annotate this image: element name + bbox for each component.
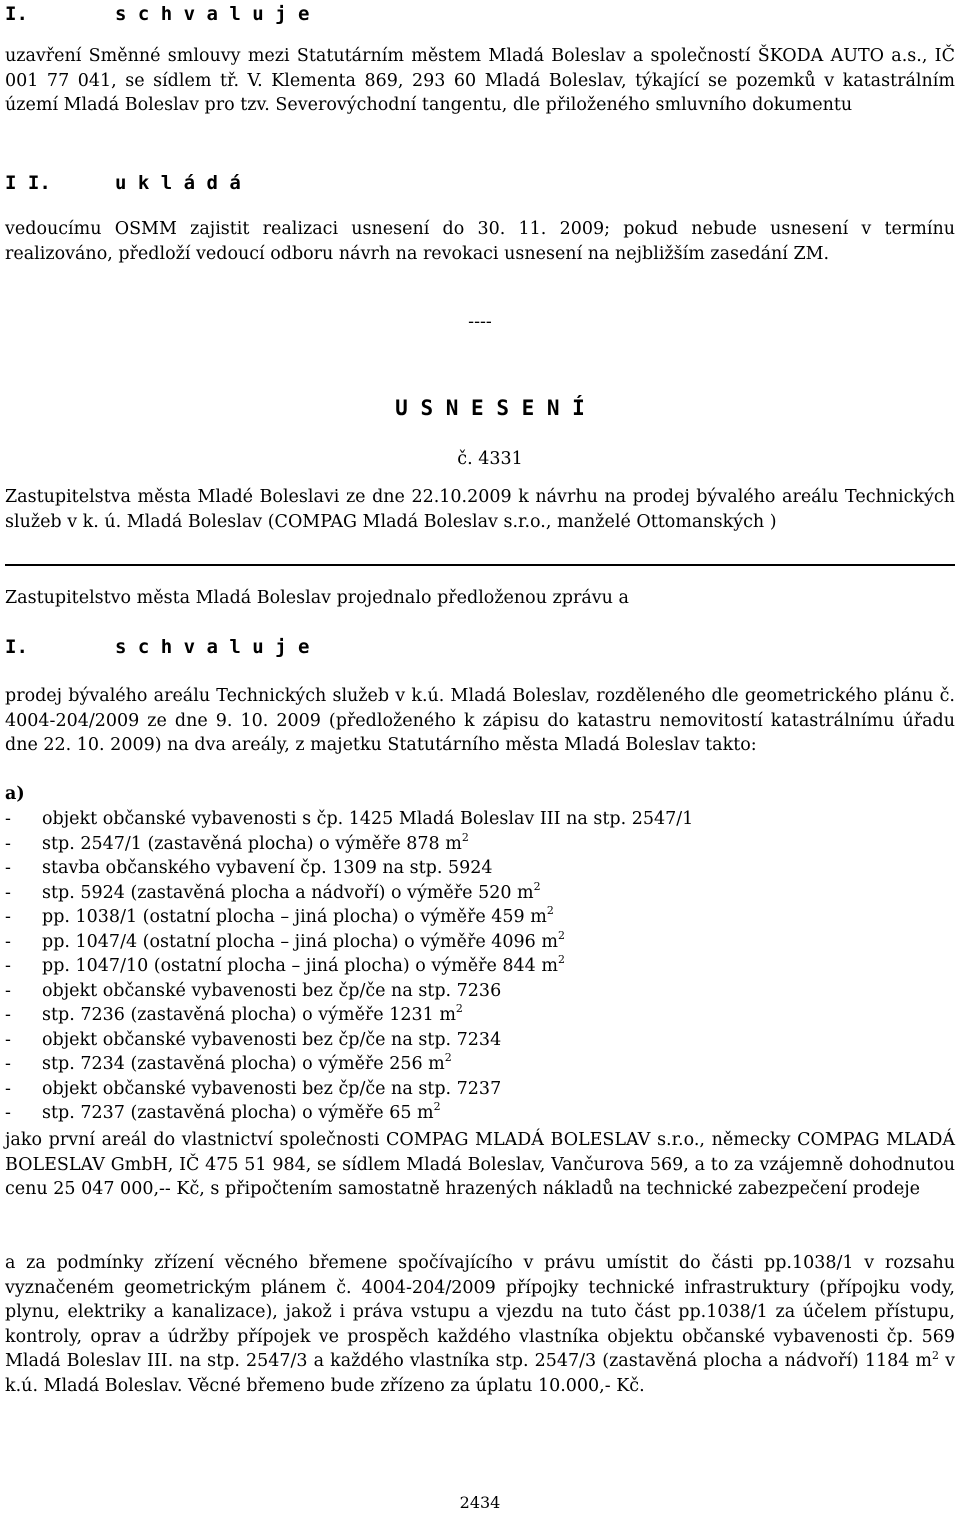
list-item-text: objekt občanské vybavenosti bez čp/če na stp. 7234 — [42, 1029, 502, 1050]
list-label: a) — [5, 784, 25, 804]
heading-roman-numeral: I I. — [5, 172, 51, 194]
list-item — [5, 954, 955, 979]
list-item-text: stp. 2547/1 (zastavěná plocha) o výměře 878 m — [42, 833, 462, 854]
area-unit-superscript: 2 — [557, 928, 565, 942]
horizontal-rule — [5, 564, 955, 566]
easement-text-end: v k.ú. Mladá Boleslav. Věcné břemeno bude zřízeno za úplatu 10.000,- Kč. — [5, 1351, 955, 1396]
list-item-text: stp. 7234 (zastavěná plocha) o výměře 256 m — [42, 1054, 445, 1074]
list-item-text: stp. 7237 (zastavěná plocha) o výměře 65 m — [42, 1103, 434, 1123]
resolution-number: č. 4331 — [457, 449, 523, 469]
resolution-title: U S N E S E N Í — [395, 396, 585, 420]
list-item-text: objekt občanské vybavenosti bez čp/če na stp. 7237 — [42, 1078, 502, 1099]
separator-dashes: ---- — [468, 312, 492, 332]
list-dash: - — [5, 907, 11, 927]
area-unit-superscript: 2 — [444, 1051, 452, 1065]
approval-paragraph: uzavření Směnné smlouvy mezi Statutárním městem Mladá Boleslav a společností ŠKODA AUTO a.s., IČ 001 77 041, se sídlem tř. V. Klementa 869, 293 60 Mladá Boleslav, týkající se pozemků v katastrálním území Mladá Boleslav pro tzv. Severovýchodní tangentu, dle přiloženého smluvního dokumentu — [5, 46, 955, 116]
sale-paragraph: prodej bývalého areálu Technických služeb v k.ú. Mladá Boleslav, rozděleného dle geometrického plánu č. 4004-204/2009 ze dne 9. 10. 2009 (předloženého k zápisu do katastru nemovitostí katastrálnímu úřadu dne 22. 10. 2009) na dva areály, z majetku Statutárního města Mladá Boleslav takto: — [5, 686, 955, 756]
list-dash: - — [5, 956, 11, 976]
section-heading-uklada — [5, 171, 241, 195]
list-item-text: stp. 5924 (zastavěná plocha a nádvoří) o výměře 520 m — [42, 882, 534, 903]
heading-verb: u k l á d á — [115, 172, 241, 194]
list-item — [5, 832, 955, 857]
buyer-paragraph: jako první areál do vlastnictví společnosti COMPAG MLADÁ BOLESLAV s.r.o., německy COMPAG MLADÁ BOLESLAV GmbH, IČ 475 51 984, se sídlem Mladá Boleslav, Vančurova 569, a to za vzájemně dohodnutou cenu 25 047 000,-- Kč, s připočtením samostatně hrazených nákladů na technické zabezpečení prodeje — [5, 1130, 955, 1200]
area-unit-superscript: 2 — [533, 879, 541, 893]
area-unit-superscript: 2 — [557, 953, 565, 967]
easement-superscript: 2 — [932, 1348, 940, 1362]
list-dash: - — [5, 931, 11, 952]
list-dash: - — [5, 1054, 11, 1074]
easement-text: a za podmínky zřízení věcného břemene spočívajícího v právu umístit do části pp.1038/1 v rozsahu vyznačeném geometrickým plánem č. 4004-204/2009 přípojky technické infrastruktury (přípojku vody, plynu, elektriky a kanalizace), jakož i práva vstupu a vjezdu na tuto část pp.1038/1 za účelem přístupu, kontroly, oprav a údržby přípojek ve prospěch každého vlastníka objektu občanské vybavenosti čp. 569 Mladá Boleslav III. na stp. 2547/3 a každého vlastníka stp. 2547/3 (zastavěná plocha a nádvoří) 1184 m — [5, 1253, 955, 1372]
task-paragraph: vedoucímu OSMM zajistit realizaci usnesení do 30. 11. 2009; pokud nebude usnesení v termínu realizováno, předloží vedoucí odboru návrh na revokaci usnesení na nejbližším zasedání ZM. — [5, 219, 955, 264]
list-item-text: pp. 1047/10 (ostatní plocha – jiná plocha) o výměře 844 m — [42, 956, 558, 976]
area-unit-superscript: 2 — [455, 1002, 463, 1016]
list-item — [5, 881, 955, 906]
section-heading-schvaluje-2 — [5, 635, 309, 659]
list-dash: - — [5, 1078, 11, 1099]
list-item — [5, 1077, 955, 1102]
list-dash: - — [5, 809, 11, 829]
list-dash: - — [5, 882, 11, 903]
list-item-text: stavba občanského vybavení čp. 1309 na stp. 5924 — [42, 858, 493, 878]
list-item — [5, 1003, 955, 1028]
list-item — [5, 856, 955, 881]
heading-verb: s c h v a l u j e — [115, 636, 310, 658]
list-item — [5, 807, 955, 832]
area-unit-superscript: 2 — [433, 1100, 441, 1114]
section-heading-schvaluje — [5, 2, 309, 26]
list-item — [5, 1101, 955, 1126]
list-item — [5, 930, 955, 955]
list-dash: - — [5, 1029, 11, 1050]
list-dash: - — [5, 833, 11, 854]
list-item — [5, 905, 955, 930]
resolution-intro: Zastupitelstvo města Mladá Boleslav projednalo předloženou zprávu a — [5, 588, 629, 608]
resolution-subject: Zastupitelstva města Mladé Boleslavi ze dne 22.10.2009 k návrhu na prodej bývalého areálu Technických služeb v k. ú. Mladá Boleslav (COMPAG Mladá Boleslav s.r.o., manželé Ottomanských ) — [5, 487, 955, 532]
heading-verb: s c h v a l u j e — [115, 3, 310, 25]
list-item-text: stp. 7236 (zastavěná plocha) o výměře 1231 m — [42, 1005, 456, 1025]
list-item-text: objekt občanské vybavenosti bez čp/če na stp. 7236 — [42, 980, 502, 1001]
easement-paragraph — [5, 1251, 955, 1399]
heading-roman-numeral: I. — [5, 3, 28, 25]
page-number: 2434 — [459, 1493, 501, 1512]
plot-list — [5, 807, 955, 1126]
list-dash: - — [5, 1005, 11, 1025]
list-dash: - — [5, 1103, 11, 1123]
list-dash: - — [5, 858, 11, 878]
area-unit-superscript: 2 — [546, 904, 554, 918]
list-item-text: objekt občanské vybavenosti s čp. 1425 Mladá Boleslav III na stp. 2547/1 — [42, 809, 694, 829]
list-dash: - — [5, 980, 11, 1001]
list-item — [5, 979, 955, 1004]
list-item — [5, 1052, 955, 1077]
list-item-text: pp. 1038/1 (ostatní plocha – jiná plocha) o výměře 459 m — [42, 907, 547, 927]
heading-roman-numeral: I. — [5, 636, 28, 658]
area-unit-superscript: 2 — [461, 830, 469, 844]
list-item-text: pp. 1047/4 (ostatní plocha – jiná plocha) o výměře 4096 m — [42, 931, 558, 952]
list-item — [5, 1028, 955, 1053]
